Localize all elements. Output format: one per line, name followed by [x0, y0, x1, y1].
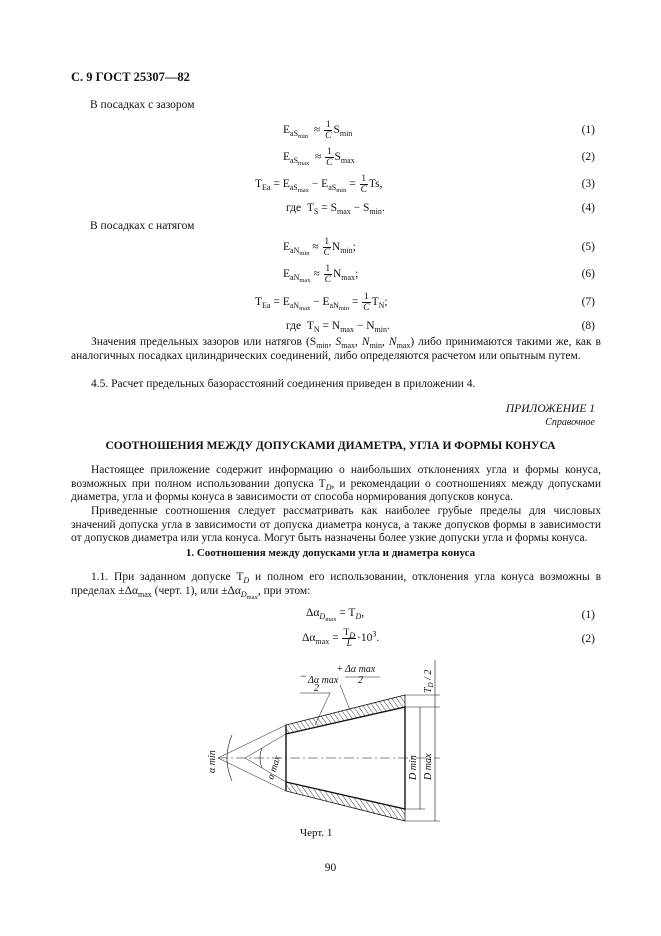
eq-number-6: (6) [581, 268, 595, 280]
equation-1: $E_{aS_{min}}$ ≈ $\frac{1}{C}$ $S_{min}$ [283, 120, 353, 141]
alpha-min-label: α min [207, 750, 218, 773]
page-number: 90 [324, 862, 337, 874]
equation-8: где $T_N = N_{max} - N_{min}$. [286, 320, 390, 334]
app-equation-1: $\Delta\alpha_{D_{max}} = T_D$, [306, 607, 365, 623]
alpha-max-label: α max [265, 754, 284, 781]
equation-5: $E_{aN_{min}}$ ≈ $\frac{1}{C}$ $N_{min}$; [283, 237, 356, 258]
figure-caption: Черт. 1 [300, 827, 333, 839]
td-half-label: $T_D / 2$ [423, 669, 435, 693]
eq-number-5: (5) [581, 241, 595, 253]
eq-number-4: (4) [581, 202, 595, 214]
eq-number-7: (7) [581, 296, 595, 308]
plus-sign: + [337, 664, 343, 675]
equation-3: $T_{Ea} = E_{aS_{max}} - E_{aS_{min}}$ = $\frac{1}{C}$ Ts, [255, 174, 383, 195]
app-eq-number-2: (2) [581, 633, 595, 645]
dmax-label: D max [423, 753, 434, 780]
intro-paragraph-2: Приведенные соотношения следует рассматривать как наиболее грубые пределы для числовых значений допуска угла в зависимости от допуска диаметра конуса, а также допусков формы в зависимости от допусков диаметра или угла конуса. Могут быть назначены более узкие допуски угла и формы конуса. [71, 505, 601, 544]
equation-2: $E_{aS_{max}}$ ≈ $\frac{1}{C}$ $S_{max}$ [283, 147, 355, 168]
app-eq-number-1: (1) [581, 609, 595, 621]
minus-half-label: Δα max [308, 675, 339, 686]
appendix-note: Справочное [545, 417, 595, 428]
equation-7: $T_{Ea} = E_{aN_{max}} - E_{aN_{min}}$ = $\frac{1}{C}$ $T_N$; [255, 292, 388, 313]
page-header: С. 9 ГОСТ 25307—82 [71, 70, 190, 84]
minus-half-two: 2 [314, 683, 319, 694]
interference-label: В посадках с натягом [90, 220, 195, 232]
paragraph-4-5: 4.5. Расчет предельных базорасстояний соединения приведен в приложении 4. [91, 378, 476, 390]
dmin-label: D min [408, 755, 419, 780]
appendix-title: СООТНОШЕНИЯ МЕЖДУ ДОПУСКАМИ ДИАМЕТРА, УГЛА И ФОРМЫ КОНУСА [105, 440, 556, 452]
clearance-label: В посадках с зазором [90, 99, 195, 111]
eq-number-1: (1) [581, 124, 595, 136]
eq-number-8: (8) [581, 320, 595, 332]
eq-number-2: (2) [581, 151, 595, 163]
equation-4: где $T_S = S_{max} - S_{min}$. [286, 202, 385, 216]
intro-paragraph-1: Настоящее приложение содержит информацию о наибольших отклонениях угла и формы конуса, возможных при полном использовании допуска $Т_D$, и рекомендации о соотношениях между допусками диаметра, угла и формы конуса в зависимости от способа нормирования допусков конуса. [71, 464, 601, 503]
minus-sign: − [300, 669, 307, 683]
plus-half-two: 2 [358, 675, 363, 686]
plus-half-label: Δα max [345, 664, 376, 675]
section-1-title: 1. Соотношения между допусками угла и диаметра конуса [185, 547, 476, 559]
app-equation-2: $\Delta\alpha_{max}$ = $\frac{T_D}{L}$ $\cdot 10^3$. [302, 628, 380, 649]
paragraph-1-1: 1.1. При заданном допуске $Т_D$ и полном его использовании, отклонения угла конуса возможны в пределах $\pm\Delta\alpha_{max}$ (черт. 1), или $\pm\Delta\alpha_{D_{max}}$, при этом: [71, 571, 601, 601]
appendix-label: ПРИЛОЖЕНИЕ 1 [505, 403, 595, 415]
equation-6: $E_{aN_{max}}$ ≈ $\frac{1}{C}$ $N_{max}$; [283, 264, 359, 285]
paragraph-limits: Значения предельных зазоров или натягов ($S_{min}$, $S_{max}$, $N_{min}$, $N_{max}$) либо принимаются такими же, как в аналогичных посадках цилиндрических соединений, либо определяются расчетом или опытным путем. [71, 336, 601, 362]
cone-figure [200, 655, 460, 830]
eq-number-3: (3) [581, 178, 595, 190]
